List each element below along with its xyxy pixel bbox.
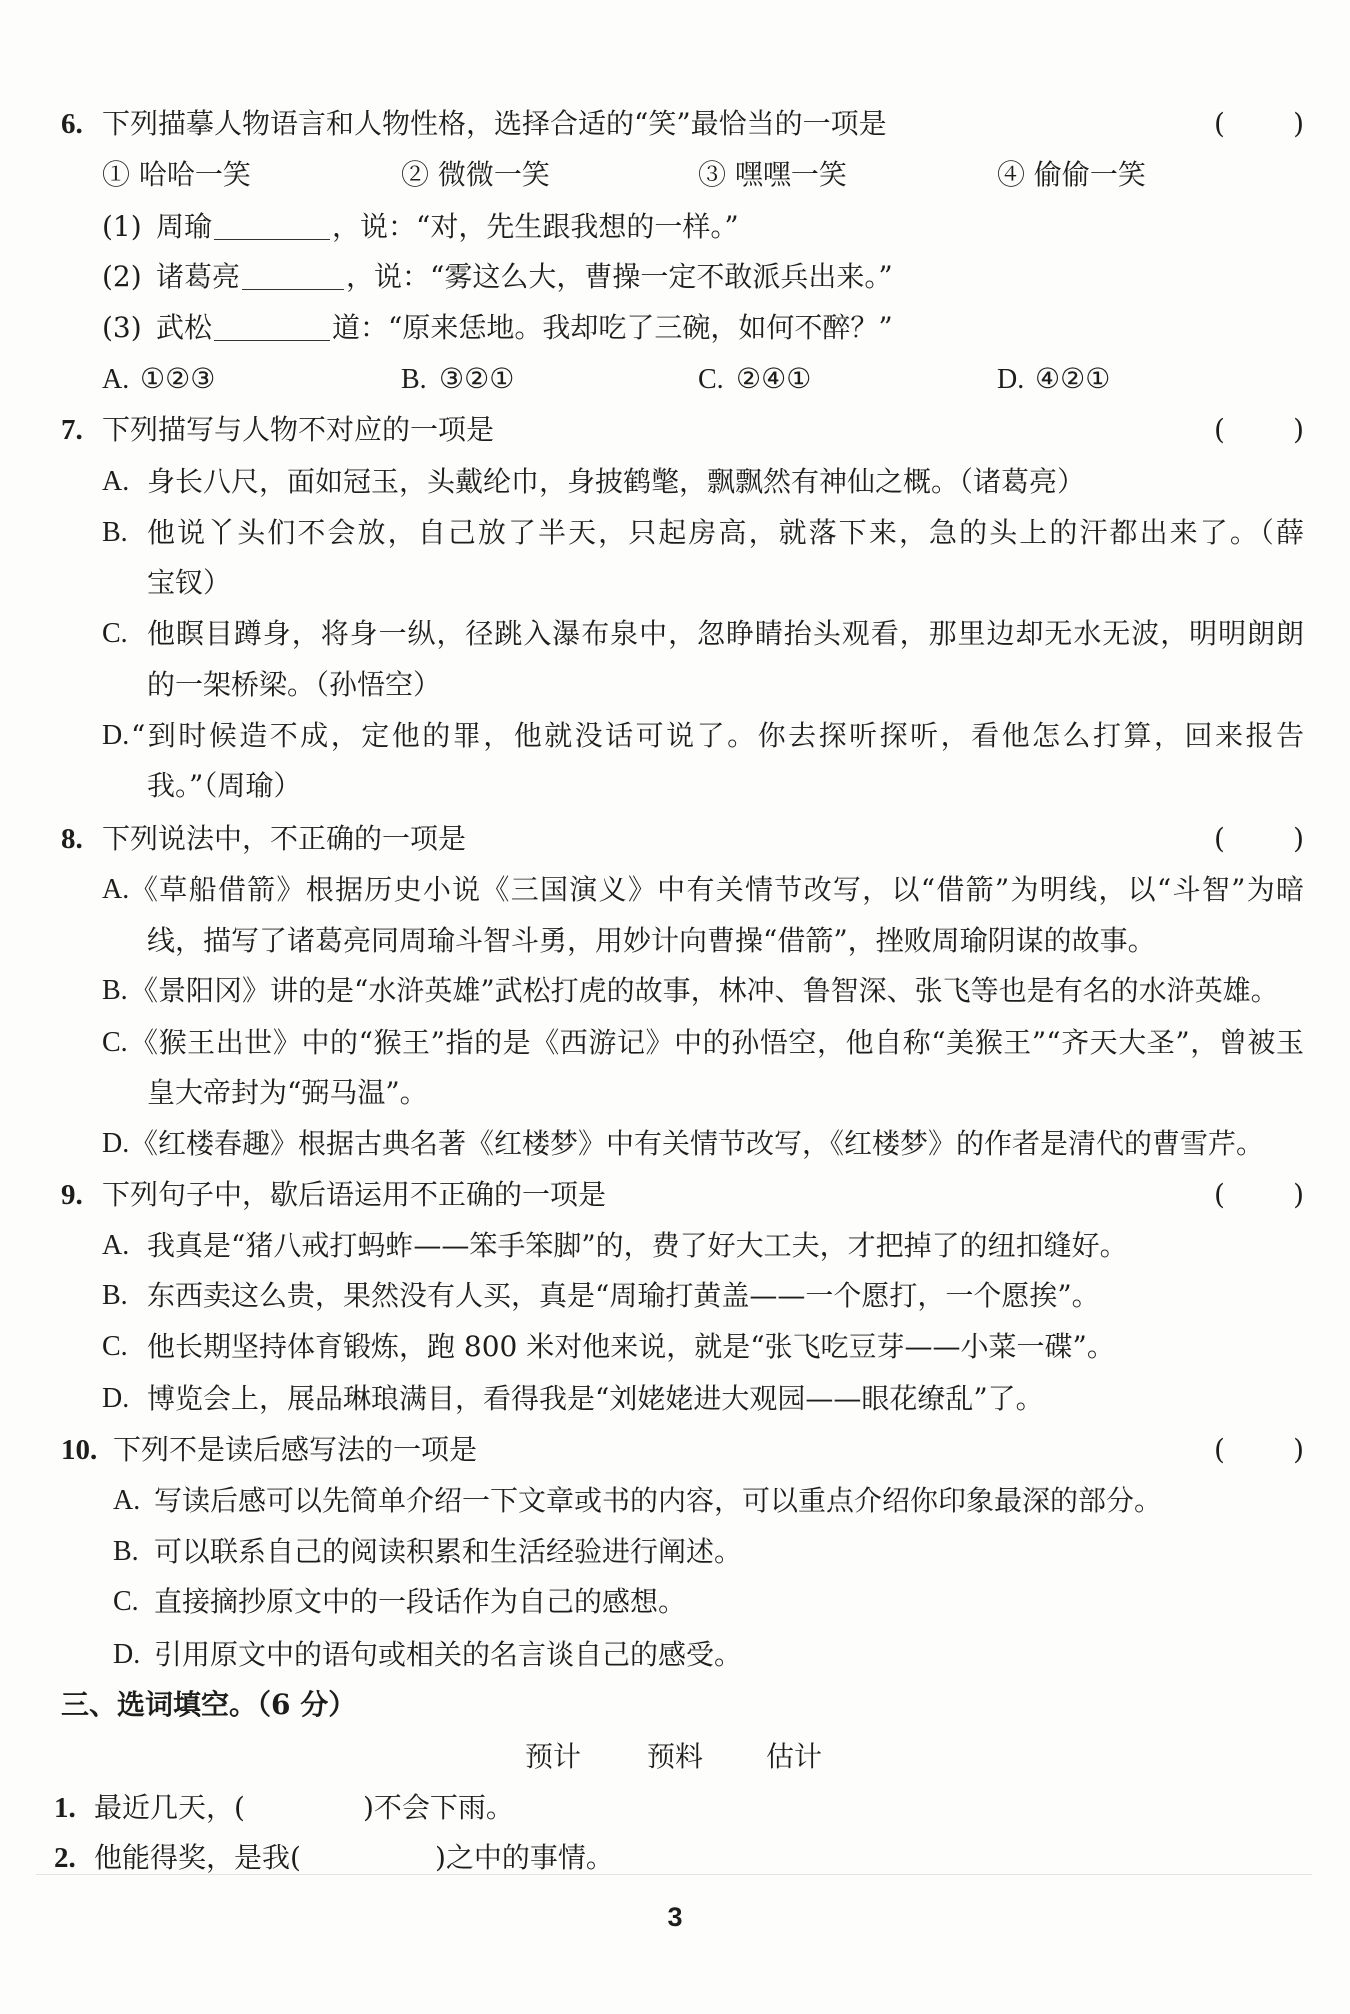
option-key: C. <box>102 1331 128 1362</box>
fill-item-after: )之中的事情。 <box>434 1841 614 1874</box>
fill-item-sentence <box>94 1788 514 1828</box>
question-number: 8. <box>61 823 83 855</box>
blank-sentence <box>102 207 1304 247</box>
fill-item-before: 他能得奖，是我( <box>94 1841 301 1874</box>
bracket-close: ) <box>1293 413 1304 446</box>
bracket-open: ( <box>1214 1433 1225 1466</box>
option <box>401 359 514 399</box>
option-text: 东西卖这么贵，果然没有人买，真是“周瑜打黄盖——一个愿打，一个愿挨”。 <box>147 1279 1100 1312</box>
blank-sentence <box>102 257 1304 297</box>
bracket-open: ( <box>1214 1178 1225 1211</box>
fill-item-number: 1. <box>54 1792 76 1824</box>
page-number: 3 <box>667 1902 683 1932</box>
bracket-close: ) <box>1293 822 1304 855</box>
option-text-continued: 宝钗） <box>147 566 232 599</box>
section-title: 三、选词填空。（6 分） <box>61 1688 357 1721</box>
option-key: D. <box>102 1383 130 1414</box>
blank-sentence-subject: 武松 <box>156 311 213 344</box>
word-bank-item: 预料 <box>647 1740 704 1773</box>
question-number: 9. <box>61 1179 83 1211</box>
blank-sentence-rest: ，说：“对，先生跟我想的一样。” <box>332 210 739 243</box>
question-stem: 下列句子中，歇后语运用不正确的一项是 <box>102 1178 607 1211</box>
blank-sentence-rest: ，说：“雾这么大，曹操一定不敢派兵出来。” <box>346 260 893 293</box>
fill-item-before: 最近几天，( <box>94 1791 245 1824</box>
option-text-continued: 皇大帝封为“弼马温”。 <box>147 1076 428 1109</box>
question-stem: 下列说法中，不正确的一项是 <box>102 822 467 855</box>
option-key: A. <box>113 1485 141 1516</box>
option-key: A. <box>102 466 130 497</box>
option-text: 他瞑目蹲身，将身一纵，径跳入瀑布泉中，忽睁睛抬头观看，那里边却无水无波，明明朗朗 <box>147 617 1304 650</box>
option-key: D. <box>102 1128 130 1159</box>
option-key: C. <box>102 1027 128 1058</box>
answer-bracket <box>1214 819 1304 859</box>
fill-item-number: 2. <box>54 1842 76 1874</box>
blank-sentence-subject: 诸葛亮 <box>156 260 241 293</box>
blank-sentence-subject: 周瑜 <box>156 210 213 243</box>
option-key: B. <box>102 975 128 1006</box>
option-text: 我真是“猪八戒打蚂蚱——笨手笨脚”的，费了好大工夫，才把掉了的纽扣缝好。 <box>147 1229 1128 1262</box>
smile-choice: ④ 偷偷一笑 <box>997 158 1146 191</box>
option-text-continued: 线，描写了诸葛亮同周瑜斗智斗勇，用妙计向曹操“借箭”，挫败周瑜阴谋的故事。 <box>147 924 1156 957</box>
question-stem: 下列描摹人物语言和人物性格，选择合适的“笑”最恰当的一项是 <box>102 107 887 140</box>
bracket-close: ) <box>1293 107 1304 140</box>
option-key: D. <box>102 720 130 751</box>
answer-bracket <box>1214 1175 1304 1215</box>
option-key: A. <box>102 364 130 395</box>
bracket-open: ( <box>1214 107 1225 140</box>
option-key: D. <box>997 364 1025 395</box>
answer-bracket <box>1214 1430 1304 1470</box>
option-text: ③②① <box>439 362 515 395</box>
option-key: B. <box>102 517 128 548</box>
option-text: “到时候造不成，定他的罪，他就没话可说了。你去探听探听，看他怎么打算，回来报告 <box>131 719 1304 752</box>
option-text: ②④① <box>736 362 812 395</box>
fill-item-after: )不会下雨。 <box>362 1791 514 1824</box>
fill-blank-line <box>214 312 330 341</box>
smile-choice: ③ 嘿嘿一笑 <box>698 158 847 191</box>
option-key: C. <box>102 618 128 649</box>
option <box>997 359 1110 399</box>
option-key: C. <box>698 364 724 395</box>
question-number: 7. <box>61 414 83 446</box>
option-key: C. <box>113 1586 139 1617</box>
question-number: 10. <box>61 1434 98 1466</box>
blank-sentence-rest: 道：“原来恁地。我却吃了三碗，如何不醉？” <box>332 311 893 344</box>
option-key: A. <box>102 874 130 905</box>
question-stem: 下列不是读后感写法的一项是 <box>113 1433 478 1466</box>
answer-bracket <box>1214 410 1304 450</box>
option-text: 他说丫头们不会放，自己放了半天，只起房高，就落下来，急的头上的汗都出来了。（薛 <box>147 516 1304 549</box>
option-text: 《红楼春趣》根据古典名著《红楼梦》中有关情节改写，《红楼梦》的作者是清代的曹雪芹。 <box>130 1127 1265 1160</box>
fill-item-sentence <box>94 1838 614 1878</box>
option-text: 他长期坚持体育锻炼，跑 800 米对他来说，就是“张飞吃豆芽——小菜一碟”。 <box>147 1330 1115 1363</box>
smile-choice: ② 微微一笑 <box>401 158 550 191</box>
option-text: 直接摘抄原文中的一段话作为自己的感想。 <box>154 1585 687 1618</box>
question-stem: 下列描写与人物不对应的一项是 <box>102 413 495 446</box>
bracket-open: ( <box>1214 822 1225 855</box>
question-number: 6. <box>61 108 83 140</box>
option-text: ④②① <box>1035 362 1111 395</box>
option-text: 《景阳冈》讲的是“水浒英雄”武松打虎的故事，林冲、鲁智深、张飞等也是有名的水浒英雄。 <box>130 974 1279 1007</box>
option-key: B. <box>401 364 427 395</box>
bracket-close: ) <box>1293 1178 1304 1211</box>
option-text-continued: 的一架桥梁。（孙悟空） <box>147 668 442 701</box>
option <box>102 359 215 399</box>
option-text: 写读后感可以先简单介绍一下文章或书的内容，可以重点介绍你印象最深的部分。 <box>154 1484 1163 1517</box>
fill-blank-line <box>242 261 344 290</box>
option-text: 可以联系自己的阅读积累和生活经验进行阐述。 <box>154 1535 743 1568</box>
option-text: 《猴王出世》中的“猴王”指的是《西游记》中的孙悟空，他自称“美猴王”“齐天大圣”，曾被玉 <box>130 1026 1304 1059</box>
word-bank-item: 估计 <box>766 1740 823 1773</box>
option-text: 身长八尺，面如冠玉，头戴纶巾，身披鹤氅，飘飘然有神仙之概。（诸葛亮） <box>147 465 1086 498</box>
option-key: B. <box>113 1536 139 1567</box>
option-key: B. <box>102 1280 128 1311</box>
bracket-open: ( <box>1214 413 1225 446</box>
option-text: 引用原文中的语句或相关的名言谈自己的感受。 <box>154 1638 743 1671</box>
option-key: A. <box>102 1230 130 1261</box>
word-bank-item: 预计 <box>525 1740 582 1773</box>
option-text-continued: 我。”（周瑜） <box>147 769 302 802</box>
option <box>698 359 811 399</box>
blank-sentence-label: (2) <box>102 260 142 293</box>
option-text: 博览会上，展品琳琅满目，看得我是“刘姥姥进大观园——眼花缭乱”了。 <box>147 1382 1044 1415</box>
bracket-close: ) <box>1293 1433 1304 1466</box>
option-text: ①②③ <box>140 362 216 395</box>
answer-bracket <box>1214 104 1304 144</box>
option-key: D. <box>113 1639 141 1670</box>
blank-sentence <box>102 308 1304 348</box>
fill-blank-line <box>214 211 330 240</box>
blank-sentence-label: (1) <box>102 210 142 243</box>
smile-choice: ① 哈哈一笑 <box>102 158 251 191</box>
blank-sentence-label: (3) <box>102 311 142 344</box>
option-text: 《草船借箭》根据历史小说《三国演义》中有关情节改写，以“借箭”为明线，以“斗智”为暗 <box>130 873 1304 906</box>
footer-rule <box>36 1874 1312 1875</box>
